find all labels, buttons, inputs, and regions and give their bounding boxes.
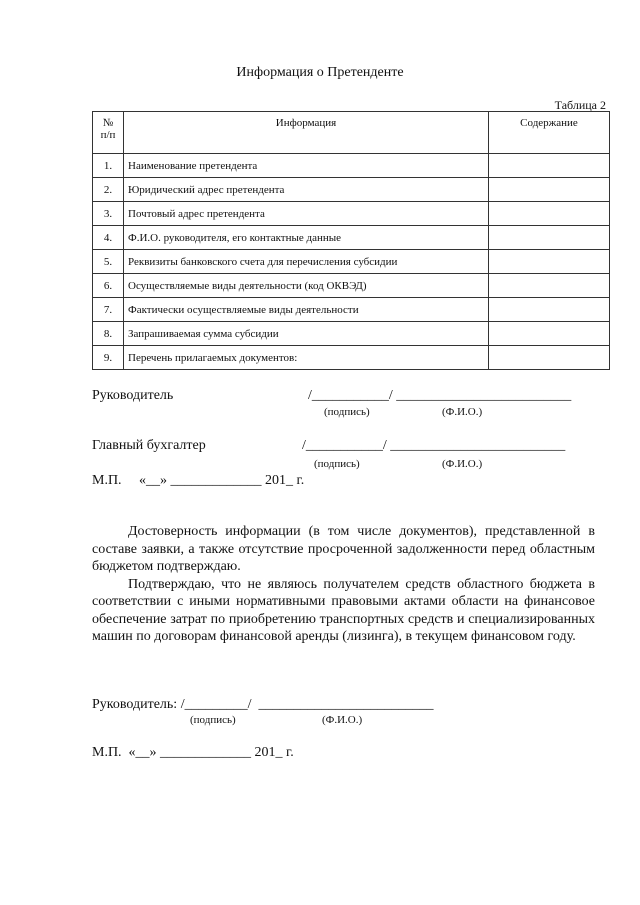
row-info: Фактически осуществляемые виды деятельности bbox=[124, 298, 489, 322]
row-num: 3. bbox=[93, 202, 124, 226]
table-row bbox=[93, 346, 610, 370]
accountant-fio-caption: (Ф.И.О.) bbox=[442, 458, 483, 470]
accountant-signature-line[interactable]: /___________/ _________________________ bbox=[302, 438, 566, 453]
row-num: 6. bbox=[93, 274, 124, 298]
head-signature-label: Руководитель bbox=[92, 388, 174, 403]
row-content-field[interactable] bbox=[489, 154, 610, 178]
row-num: 4. bbox=[93, 226, 124, 250]
row-content-field[interactable] bbox=[489, 346, 610, 370]
row-info: Юридический адрес претендента bbox=[124, 178, 489, 202]
row-content-field[interactable] bbox=[489, 226, 610, 250]
table-row bbox=[93, 322, 610, 346]
head-sign-caption: (подпись) bbox=[324, 406, 370, 418]
head-sign-caption-2: (подпись) bbox=[190, 714, 236, 726]
head-fio-caption: (Ф.И.О.) bbox=[442, 406, 483, 418]
head-fio-caption-2: (Ф.И.О.) bbox=[322, 714, 363, 726]
table-header-row bbox=[93, 112, 610, 154]
header-content: Содержание bbox=[489, 112, 610, 154]
row-info: Реквизиты банковского счета для перечисления субсидии bbox=[124, 250, 489, 274]
accountant-sign-caption: (подпись) bbox=[314, 458, 360, 470]
stamp-date-line-2[interactable]: М.П. «__» _____________ 201_ г. bbox=[92, 745, 294, 760]
table-row bbox=[93, 178, 610, 202]
table-row bbox=[93, 226, 610, 250]
header-info: Информация bbox=[124, 112, 489, 154]
row-num: 9. bbox=[93, 346, 124, 370]
confirmation-paragraph-2: Подтверждаю, что не являюсь получателем средств областного бюджета в соответствии с иными нормативными правовыми актами области на финансовое обеспечение затрат по приобретению транспортных средств и специализированных машин по договорам финансовой аренды (лизинга), в текущем финансовом году. bbox=[92, 576, 595, 644]
confirmation-paragraph-1: Достоверность информации (в том числе документов), представленной в составе заявки, а также отсутствие просроченной задолженности перед областным бюджетом подтверждаю. bbox=[92, 524, 595, 574]
row-content-field[interactable] bbox=[489, 178, 610, 202]
head-signature-line-2[interactable]: Руководитель: /_________/ _________________________ bbox=[92, 697, 434, 712]
row-num: 1. bbox=[93, 154, 124, 178]
row-num: 7. bbox=[93, 298, 124, 322]
row-info: Перечень прилагаемых документов: bbox=[124, 346, 489, 370]
page-title: Информация о Претенденте bbox=[236, 65, 404, 80]
row-info: Почтовый адрес претендента bbox=[124, 202, 489, 226]
table-row bbox=[93, 274, 610, 298]
row-num: 2. bbox=[93, 178, 124, 202]
table-row bbox=[93, 154, 610, 178]
row-content-field[interactable] bbox=[489, 250, 610, 274]
row-info: Осуществляемые виды деятельности (код ОКВЭД) bbox=[124, 274, 489, 298]
row-info: Ф.И.О. руководителя, его контактные данные bbox=[124, 226, 489, 250]
accountant-signature-label: Главный бухгалтер bbox=[92, 438, 206, 453]
stamp-date-line[interactable]: М.П. «__» _____________ 201_ г. bbox=[92, 473, 305, 488]
row-info: Запрашиваемая сумма субсидии bbox=[124, 322, 489, 346]
header-num: № п/п bbox=[93, 112, 124, 154]
row-num: 8. bbox=[93, 322, 124, 346]
row-content-field[interactable] bbox=[489, 298, 610, 322]
table-row bbox=[93, 202, 610, 226]
table-row bbox=[93, 250, 610, 274]
table-caption: Таблица 2 bbox=[554, 98, 606, 112]
confirmation-text bbox=[92, 523, 595, 646]
row-num: 5. bbox=[93, 250, 124, 274]
row-info: Наименование претендента bbox=[124, 154, 489, 178]
info-table bbox=[92, 111, 610, 370]
head-signature-line[interactable]: /___________/ _________________________ bbox=[308, 388, 572, 403]
table-row bbox=[93, 298, 610, 322]
row-content-field[interactable] bbox=[489, 274, 610, 298]
row-content-field[interactable] bbox=[489, 202, 610, 226]
row-content-field[interactable] bbox=[489, 322, 610, 346]
